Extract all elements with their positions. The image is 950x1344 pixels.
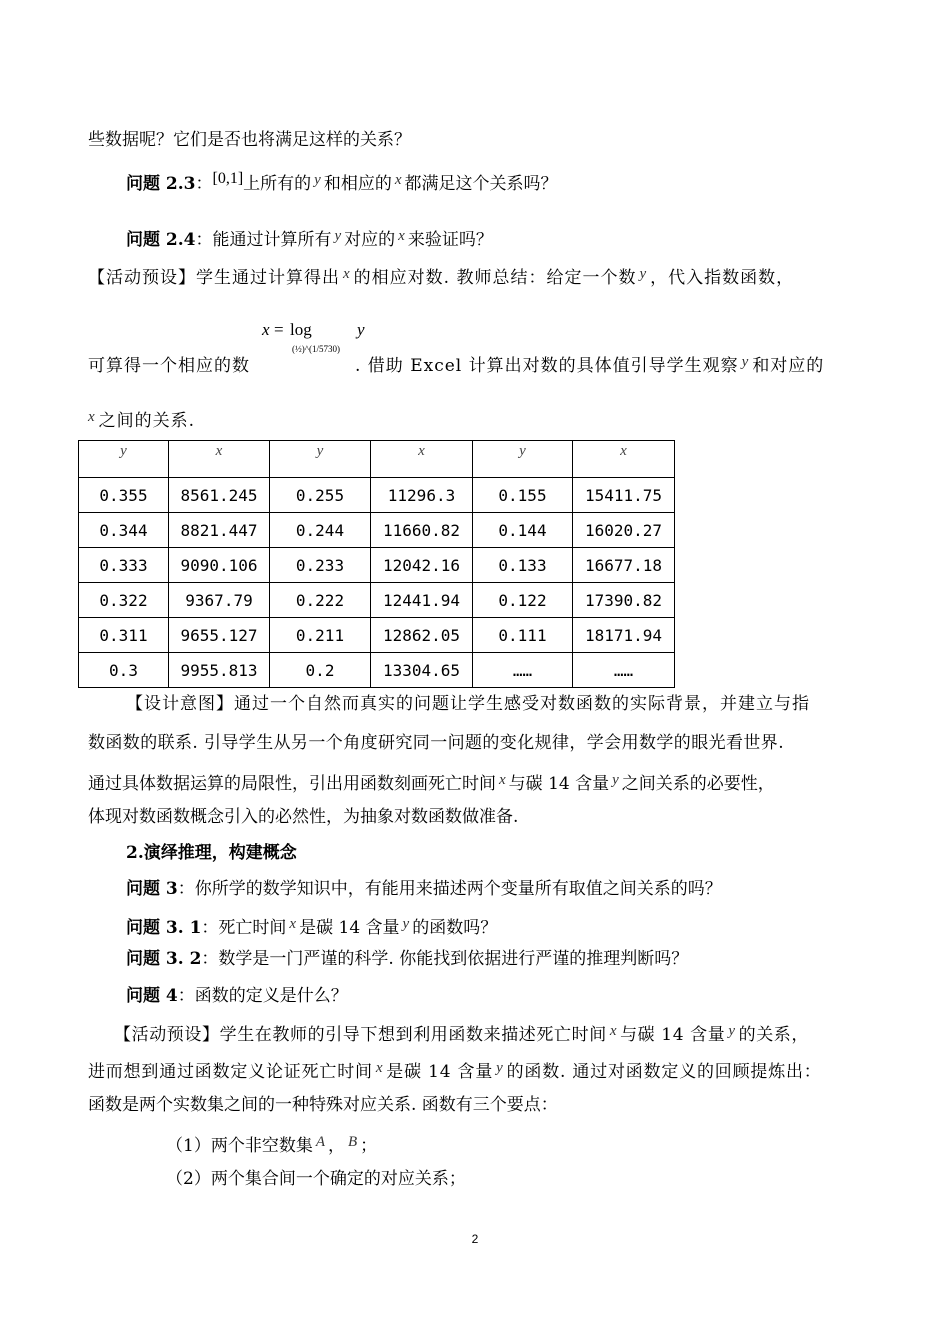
var-y: y — [334, 228, 342, 244]
table-row — [79, 548, 675, 583]
table-cell: 9655.127 — [169, 618, 270, 653]
table-cell: 0.2 — [270, 653, 371, 688]
text: 的函数. 通过对函数定义的回顾提炼出： — [506, 1062, 822, 1082]
question-2-4: 问题 2.4：能通过计算所有 y 对应的 x 来验证吗？ — [126, 228, 493, 250]
question-4: 问题 4：函数的定义是什么？ — [126, 986, 348, 1006]
text: 的关系， — [738, 1025, 809, 1045]
table-cell: 0.355 — [79, 478, 169, 513]
text: （2）两个集合间一个确定的对应关系； — [166, 1169, 466, 1189]
text: 【设计意图】通过一个自然而真实的问题让学生感受对数函数的实际背景，并建立与指 — [126, 694, 810, 714]
text: 和相应的 — [323, 174, 392, 194]
text: 对应的 — [344, 230, 396, 250]
var-y: y — [402, 916, 410, 932]
text: 死亡时间 — [218, 918, 287, 938]
data-table — [78, 440, 675, 688]
text: 上所有的 — [243, 174, 312, 194]
text: 2.演绎推理，构建概念 — [126, 843, 297, 863]
table-cell: 11660.82 — [371, 513, 473, 548]
table-cell: 9367.79 — [169, 583, 270, 618]
table-cell: 15411.75 — [573, 478, 675, 513]
table-cell: 0.233 — [270, 548, 371, 583]
column-header: x — [169, 441, 270, 478]
table-cell: 8821.447 — [169, 513, 270, 548]
text: 【活动预设】学生在教师的引导下想到利用函数来描述死亡时间 — [114, 1025, 607, 1045]
text: 都满足这个关系吗？ — [404, 174, 558, 194]
activity-line-1 — [88, 262, 794, 290]
var-y: y — [314, 172, 321, 188]
text: （1）两个非空数集 — [166, 1136, 313, 1156]
var-x: x — [343, 266, 351, 282]
design-line-3 — [88, 768, 775, 796]
table-cell: 0.211 — [270, 618, 371, 653]
text: 之间的关系. — [98, 411, 196, 431]
var-y: y — [728, 1023, 736, 1039]
var-x: x — [289, 916, 297, 932]
text: 函数是两个实数集之间的一种特殊对应关系. 函数有三个要点： — [88, 1095, 558, 1115]
table-cell: 0.122 — [473, 583, 573, 618]
text: 函数的定义是什么？ — [194, 986, 348, 1006]
question-label: 问题 3. 1 — [126, 918, 202, 938]
text: 的相应对数. 教师总结：给定一个数 — [353, 268, 637, 288]
column-header: y — [270, 441, 371, 478]
table-cell: …… — [473, 653, 573, 688]
text: 数函数的联系. 引导学生从另一个角度研究同一问题的变化规律，学会用数学的眼光看世界. — [88, 733, 785, 753]
text: 进而想到通过函数定义论证死亡时间 — [88, 1062, 373, 1082]
activity-line-2 — [88, 350, 824, 378]
question-label: 问题 2.4 — [126, 230, 196, 250]
var-x: x — [88, 409, 96, 425]
table-cell: 17390.82 — [573, 583, 675, 618]
table-cell: 0.322 — [79, 583, 169, 618]
question-3-2: 问题 3. 2：数学是一门严谨的科学. 你能找到依据进行严谨的推理判断吗？ — [126, 949, 689, 969]
table-cell: 18171.94 — [573, 618, 675, 653]
set-b: B — [348, 1134, 358, 1150]
text-line — [88, 128, 411, 152]
text: 和对应的 — [752, 356, 825, 376]
text: 与碳 14 含量 — [620, 1025, 726, 1045]
table-cell: 13304.65 — [371, 653, 473, 688]
text: 是碳 14 含量 — [386, 1062, 494, 1082]
table-cell: 16677.18 — [573, 548, 675, 583]
var-x: x — [398, 228, 405, 244]
activity-line-5 — [88, 1056, 822, 1084]
table-cell: 16020.27 — [573, 513, 675, 548]
text: 通过具体数据运算的局限性，引出用函数刻画死亡时间 — [88, 774, 496, 794]
table-cell: 12441.94 — [371, 583, 473, 618]
text: 数学是一门严谨的科学. 你能找到依据进行严谨的推理判断吗？ — [218, 949, 689, 969]
table-cell: 0.311 — [79, 618, 169, 653]
list-item-2 — [166, 1167, 466, 1191]
question-2-3: 问题 2.3：[0,1]上所有的 y 和相应的 x 都满足这个关系吗？ — [126, 170, 558, 194]
formula-arg: y — [357, 320, 365, 339]
table-cell: 11296.3 — [371, 478, 473, 513]
paragraph-text: 些数据呢？它们是否也将满足这样的关系？ — [88, 130, 411, 150]
design-line-4 — [88, 805, 518, 829]
formula-log: log — [290, 320, 312, 339]
text: 之间关系的必要性， — [621, 774, 775, 794]
text: . 借助 Excel 计算出对数的具体值引导学生观察 — [355, 356, 739, 376]
text: 【活动预设】学生通过计算得出 — [88, 268, 340, 288]
set-a: A — [315, 1134, 325, 1150]
interval: [0,1] — [212, 170, 244, 187]
activity-line-3 — [88, 405, 195, 433]
text: 体现对数函数概念引入的必然性，为抽象对数函数做准备. — [88, 807, 519, 827]
text: 你所学的数学知识中，有能用来描述两个变量所有取值之间关系的吗？ — [194, 879, 722, 899]
table-cell: 0.144 — [473, 513, 573, 548]
table-row — [79, 478, 675, 513]
section-heading — [126, 841, 297, 865]
table-cell: 0.244 — [270, 513, 371, 548]
table-cell: 0.3 — [79, 653, 169, 688]
var-y: y — [639, 266, 648, 282]
formula-base: (½)^(1/5730) — [292, 344, 340, 354]
column-header: y — [473, 441, 573, 478]
table-cell: 0.255 — [270, 478, 371, 513]
text: 可算得一个相应的数 — [88, 356, 250, 376]
text: ， — [328, 1136, 345, 1156]
table-cell: 0.333 — [79, 548, 169, 583]
table-cell: 0.111 — [473, 618, 573, 653]
formula-lhs: x — [262, 320, 270, 339]
table-cell: 8561.245 — [169, 478, 270, 513]
question-3: 问题 3：你所学的数学知识中，有能用来描述两个变量所有取值之间关系的吗？ — [126, 879, 722, 899]
table-row — [79, 618, 675, 653]
text: 的函数吗？ — [412, 918, 498, 938]
question-label: 问题 3. 2 — [126, 949, 202, 969]
table-cell: 0.155 — [473, 478, 573, 513]
text: 是碳 14 含量 — [299, 918, 400, 938]
var-y: y — [496, 1060, 504, 1076]
var-y: y — [741, 354, 750, 370]
activity-line-4 — [114, 1019, 809, 1047]
design-line-2 — [88, 731, 784, 755]
table-cell: 0.344 — [79, 513, 169, 548]
text: 与碳 14 含量 — [508, 774, 610, 794]
table-cell: 12042.16 — [371, 548, 473, 583]
table-cell: 0.133 — [473, 548, 573, 583]
activity-line-6 — [88, 1093, 558, 1117]
table-cell: 12862.05 — [371, 618, 473, 653]
table-cell: 9955.813 — [169, 653, 270, 688]
question-label: 问题 4 — [126, 986, 178, 1006]
question-3-1: 问题 3. 1：死亡时间 x 是碳 14 含量 y 的函数吗？ — [126, 916, 498, 938]
text: 来验证吗？ — [407, 230, 493, 250]
table-cell: 0.222 — [270, 583, 371, 618]
table-header-row — [79, 441, 675, 478]
list-item-1 — [166, 1130, 377, 1158]
table-row — [79, 513, 675, 548]
text: 能通过计算所有 — [212, 230, 332, 250]
formula-eq: = — [274, 320, 284, 339]
var-x: x — [394, 172, 402, 188]
column-header: x — [371, 441, 473, 478]
table-cell: 9090.106 — [169, 548, 270, 583]
var-x: x — [609, 1023, 618, 1039]
page-number: 2 — [471, 1232, 479, 1246]
table-cell: …… — [573, 653, 675, 688]
design-line-1 — [126, 692, 810, 716]
table-row — [79, 653, 675, 688]
var-y: y — [612, 772, 619, 788]
text: ； — [360, 1136, 378, 1156]
text: ，代入指数函数， — [650, 268, 795, 288]
question-label: 问题 3 — [126, 879, 178, 899]
var-x: x — [375, 1060, 384, 1076]
var-x: x — [499, 772, 506, 788]
question-label: 问题 2.3 — [126, 174, 196, 194]
table-row — [79, 583, 675, 618]
column-header: x — [573, 441, 675, 478]
column-header: y — [79, 441, 169, 478]
